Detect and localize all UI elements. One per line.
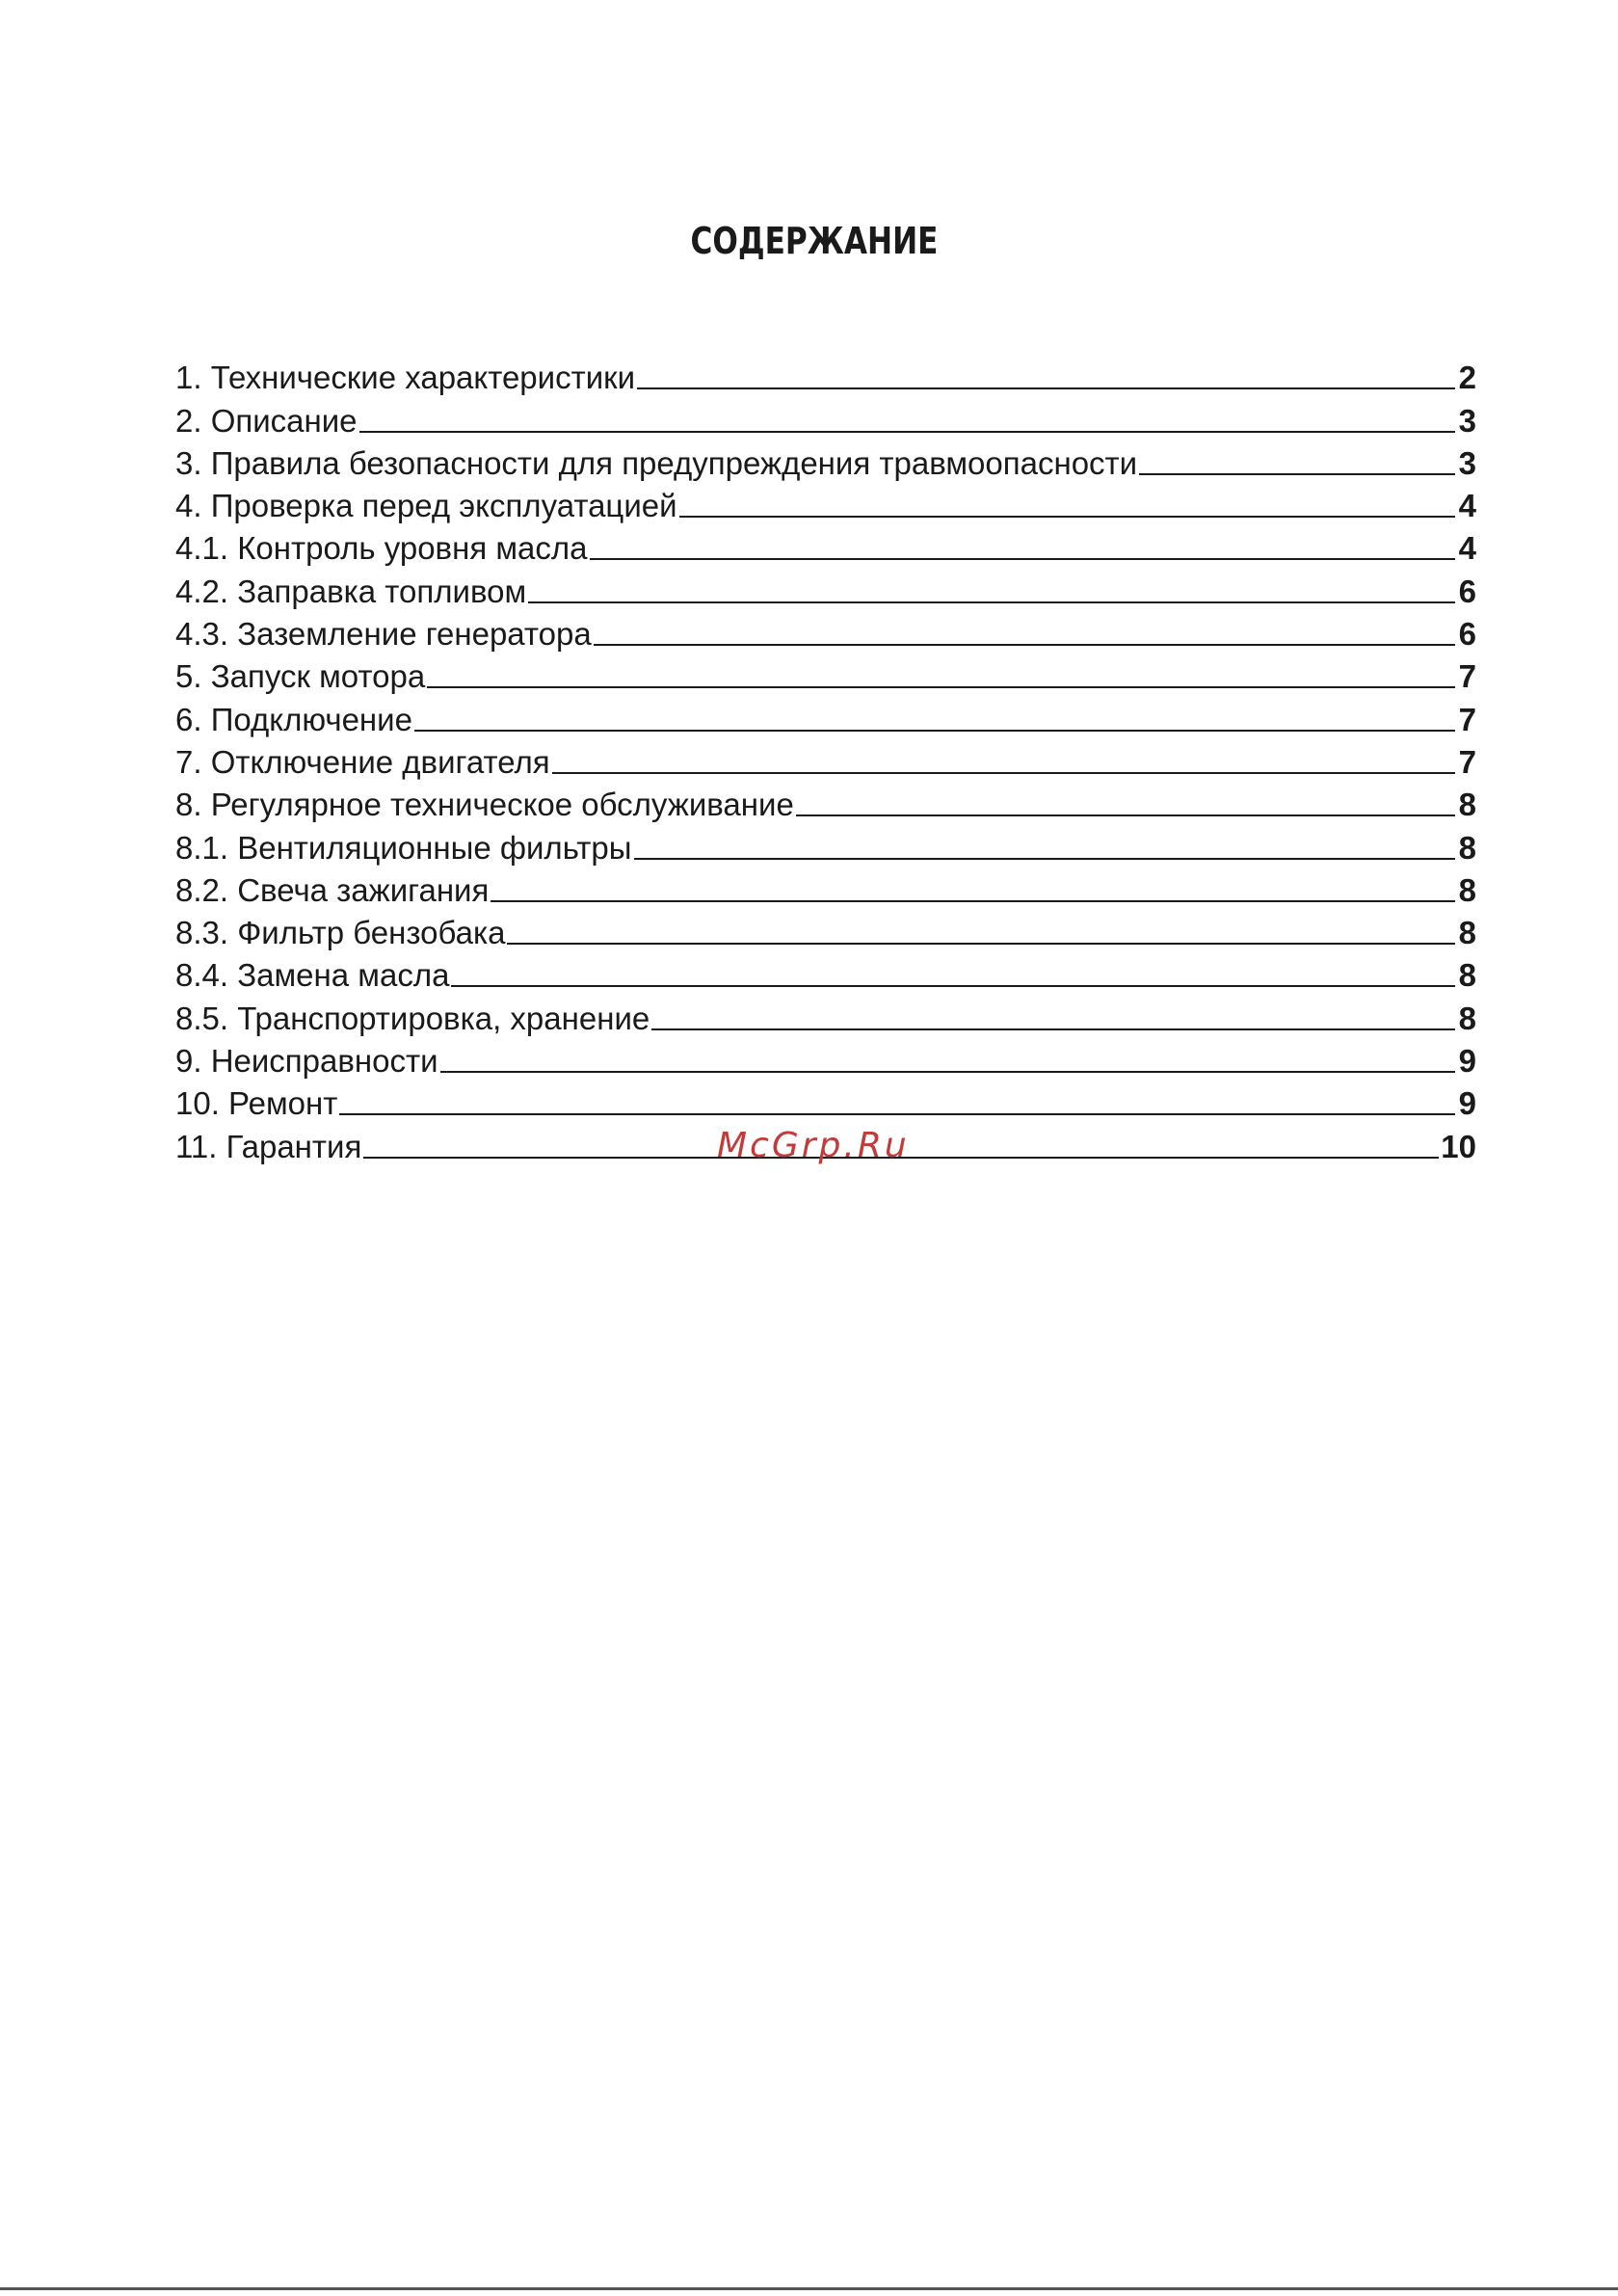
toc-leader-line — [451, 984, 1455, 987]
toc-leader-line — [339, 1112, 1455, 1115]
toc-leader-line — [507, 942, 1455, 945]
toc-entry — [175, 948, 1476, 994]
toc-entry-label: 4.1. Контроль уровня масла — [175, 530, 588, 567]
toc-entry-page: 4 — [1458, 488, 1476, 524]
toc-entry-page: 6 — [1458, 573, 1476, 609]
toc-entry-label: 1. Технические характеристики — [175, 360, 636, 396]
toc-leader-line — [651, 1028, 1455, 1030]
toc-entry-label: 5. Запуск мотора — [175, 658, 426, 695]
toc-leader-line — [359, 430, 1455, 433]
toc-entry-page: 9 — [1458, 1085, 1476, 1122]
toc-leader-line — [440, 1070, 1455, 1073]
toc-entry — [175, 735, 1476, 778]
toc-entry-page: 8 — [1458, 871, 1476, 908]
toc-entry-page: 8 — [1458, 787, 1476, 823]
toc-leader-line — [637, 387, 1455, 389]
toc-entry — [175, 650, 1476, 695]
toc-leader-line — [414, 729, 1455, 732]
toc-entry-label: 3. Правила безопасности для предупреждения травмоопасности — [175, 444, 1138, 481]
toc-entry — [175, 564, 1476, 609]
toc-entry-page: 9 — [1458, 1043, 1476, 1080]
toc-leader-line — [634, 857, 1456, 860]
toc-entry-page: 4 — [1458, 530, 1476, 567]
toc-leader-line — [590, 557, 1455, 560]
toc-entry — [175, 991, 1476, 1036]
bottom-divider — [0, 2287, 1618, 2290]
toc-entry — [175, 393, 1476, 439]
page-title: СОДЕРЖАНИЕ — [690, 220, 939, 262]
toc-leader-line — [796, 814, 1455, 816]
toc-leader-line — [491, 899, 1455, 902]
toc-entry-label: 2. Описание — [175, 402, 358, 439]
toc-entry — [175, 479, 1476, 524]
toc-entry — [175, 820, 1476, 866]
toc-entry-label: 11. Гарантия — [175, 1128, 362, 1164]
toc-entry-label: 4. Проверка перед эксплуатацией — [175, 488, 677, 524]
toc-entry-label: 8. Регулярное техническое обслуживание — [175, 787, 794, 823]
toc-entry — [175, 607, 1476, 653]
toc-entry-label: 10. Ремонт — [175, 1085, 338, 1122]
toc-entry — [175, 1034, 1476, 1080]
toc-entry — [175, 521, 1476, 567]
toc-entry-page: 8 — [1458, 915, 1476, 951]
toc-entry-label: 8.2. Свеча зажигания — [175, 871, 490, 908]
toc-entry — [175, 437, 1476, 479]
toc-leader-line — [552, 771, 1455, 774]
toc-entry — [175, 351, 1476, 396]
toc-entry — [175, 778, 1476, 823]
toc-entry-label: 8.4. Замена масла — [175, 957, 450, 994]
toc-entry-page: 2 — [1458, 360, 1476, 396]
toc-entry-page: 7 — [1458, 658, 1476, 695]
toc-entry-page: 7 — [1458, 743, 1476, 780]
toc-entry-label: 8.1. Вентиляционные фильтры — [175, 829, 632, 866]
toc-entry-label: 4.2. Заправка топливом — [175, 573, 527, 609]
toc-leader-line — [1139, 472, 1455, 475]
toc-entry-page: 8 — [1458, 829, 1476, 866]
toc-entry-page: 8 — [1458, 957, 1476, 994]
toc-entry-label: 4.3. Заземление генератора — [175, 616, 592, 653]
toc-leader-line — [427, 685, 1455, 688]
toc-entry — [175, 864, 1476, 906]
toc-entry — [175, 1077, 1476, 1122]
table-of-contents — [175, 351, 1476, 1162]
toc-entry-label: 8.5. Транспортировка, хранение — [175, 1000, 650, 1036]
toc-entry-page: 10 — [1441, 1128, 1476, 1164]
toc-entry-page: 7 — [1458, 701, 1476, 737]
toc-entry-label: 8.3. Фильтр бензобака — [175, 915, 506, 951]
toc-entry-page: 3 — [1458, 402, 1476, 439]
toc-entry-page: 6 — [1458, 616, 1476, 653]
toc-leader-line — [679, 515, 1455, 518]
toc-entry-label: 9. Неисправности — [175, 1043, 438, 1080]
toc-entry — [175, 692, 1476, 737]
toc-leader-line — [528, 601, 1455, 603]
toc-entry-page: 8 — [1458, 1000, 1476, 1036]
toc-entry-page: 3 — [1458, 444, 1476, 481]
toc-entry — [175, 906, 1476, 951]
toc-leader-line — [594, 643, 1455, 646]
toc-entry-label: 7. Отключение двигателя — [175, 743, 550, 780]
watermark: McGrp.Ru — [717, 1126, 910, 1165]
toc-entry-label: 6. Подключение — [175, 701, 412, 737]
